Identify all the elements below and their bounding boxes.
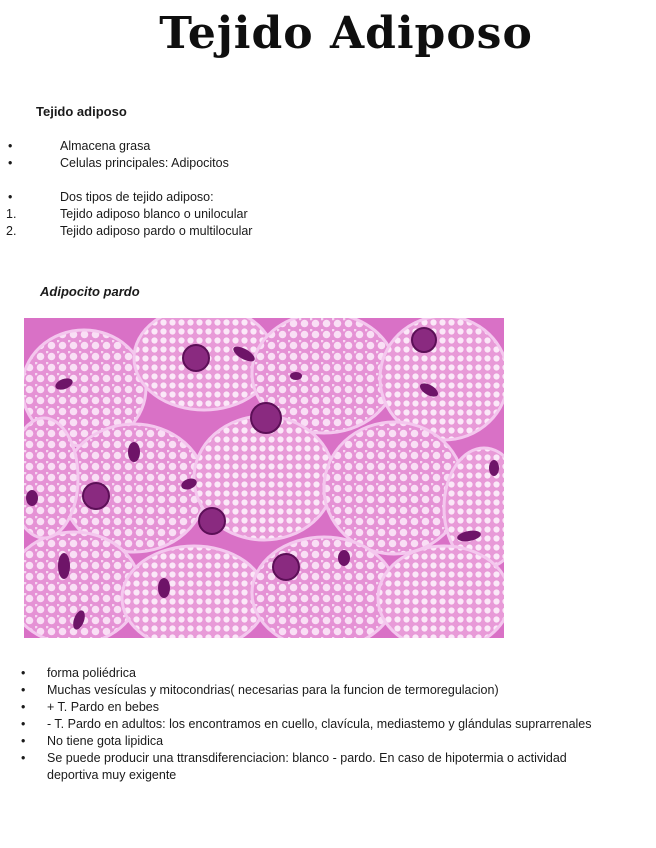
- list-item: • + T. Pardo en bebes: [21, 700, 160, 714]
- section-title: Tejido adiposo: [36, 104, 127, 119]
- bullet: •: [21, 734, 26, 748]
- cells: [24, 318, 504, 638]
- list-item: • No tiene gota lipidica: [21, 734, 164, 748]
- flat-nucleus: [128, 442, 140, 462]
- bullet: •: [21, 666, 26, 680]
- list-item: 2. Tejido adiposo pardo o multilocular: [6, 224, 253, 238]
- list-item: • forma poliédrica: [21, 666, 136, 680]
- flat-nucleus: [26, 490, 38, 506]
- page-title: Tejido Adiposo: [159, 8, 533, 59]
- list-item: • Se puede producir una ttransdiferenciacion: blanco - pardo. En caso de hipotermia o actividad deportiva muy exigente: [21, 751, 567, 782]
- nucleus: [83, 483, 109, 509]
- flat-nucleus: [290, 372, 302, 380]
- list-number: 2.: [6, 224, 17, 238]
- list-item: • Muchas vesículas y mitocondrias( necesarias para la funcion de termoregulacion): [21, 683, 499, 697]
- bullet: •: [8, 190, 13, 204]
- list-item: • Celulas principales: Adipocitos: [8, 156, 229, 170]
- bullet: •: [21, 751, 26, 765]
- nucleus: [183, 345, 209, 371]
- flat-nucleus: [158, 578, 170, 598]
- bullet: •: [21, 700, 26, 714]
- list-item: • - T. Pardo en adultos: los encontramos en cuello, clavícula, mediastemo y glándulas suprarrenales: [21, 717, 592, 731]
- bullet: •: [8, 139, 13, 153]
- features-list: [18, 665, 618, 784]
- list-item: • Dos tipos de tejido adiposo:: [8, 190, 214, 204]
- micrograph-image: [24, 318, 504, 638]
- list-item: • Almacena grasa: [8, 139, 151, 153]
- adipocyte-cell: [252, 537, 396, 638]
- flat-nucleus: [489, 460, 499, 476]
- intro-list: [6, 138, 229, 172]
- bullet: •: [8, 156, 13, 170]
- bullet: •: [21, 717, 26, 731]
- adipocyte-cell: [24, 418, 78, 538]
- adipocyte-cell: [378, 546, 504, 638]
- list-item: 1. Tejido adiposo blanco o unilocular: [6, 207, 248, 221]
- image-caption: Adipocito pardo: [40, 284, 140, 299]
- adipocyte-cell: [122, 546, 266, 638]
- nucleus: [273, 554, 299, 580]
- nucleus: [199, 508, 225, 534]
- flat-nucleus: [338, 550, 350, 566]
- bullet: •: [21, 683, 26, 697]
- list-number: 1.: [6, 207, 17, 221]
- nucleus: [251, 403, 281, 433]
- adipocyte-cell: [324, 422, 464, 554]
- flat-nucleus: [58, 553, 70, 579]
- nucleus: [412, 328, 436, 352]
- types-list: [6, 189, 252, 240]
